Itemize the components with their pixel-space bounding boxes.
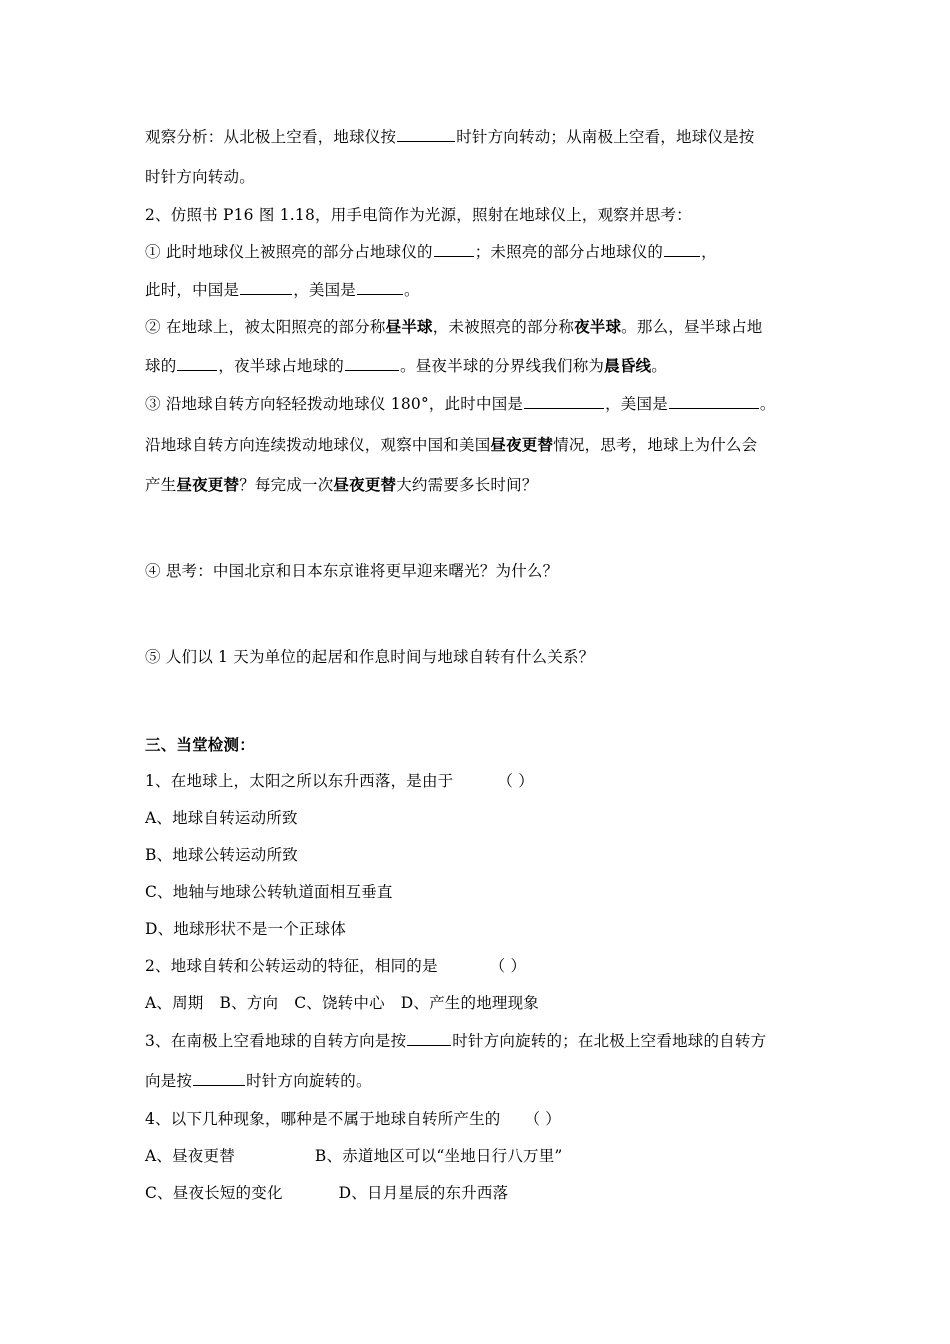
test-q2-option-a: A、周期 — [145, 994, 204, 1012]
answer-blank[interactable] — [664, 242, 700, 257]
q2-sub3b-text-b: 情况，思考，地球上为什么会 — [553, 436, 758, 454]
term-night-hemisphere: 夜半球 — [574, 317, 622, 336]
test-q2-options — [145, 993, 539, 1013]
answer-blank[interactable] — [434, 242, 474, 257]
q2-sub1b-text-b: ，美国是 — [293, 281, 357, 299]
q2-sub3c-text-c: 大约需要多长时间？ — [396, 476, 538, 494]
test-q1-option-a: A、地球自转运动所致 — [145, 809, 298, 827]
answer-blank[interactable] — [407, 1031, 451, 1046]
answer-paren[interactable]: （ ） — [524, 1110, 561, 1128]
answer-blank[interactable] — [397, 127, 455, 142]
q2-sub1-line2 — [145, 280, 420, 300]
test-q2 — [145, 956, 526, 976]
q2-sub4: ④ 思考：中国北京和日本东京谁将更早迎来曙光？为什么？ — [145, 562, 559, 580]
q2-sub3-line2 — [145, 435, 757, 455]
q2-sub3-text-a: ③ 沿地球自转方向轻轻拨动地球仪 180°，此时中国是 — [145, 395, 524, 413]
q2-sub1-line1 — [145, 242, 717, 262]
test-q2-option-b: B、方向 — [219, 994, 279, 1012]
q2-sub2b-text-a: 球的 — [145, 357, 177, 375]
test-q1-text: 1、在地球上，太阳之所以东升西落，是由于 — [145, 772, 454, 790]
test-q2-option-d: D、产生的地理现象 — [400, 994, 539, 1012]
q2-sub1-text-b: ；未照亮的部分占地球仪的 — [474, 243, 664, 261]
answer-blank[interactable] — [193, 1071, 245, 1086]
test-q4-option-d: D、日月星辰的东升西落 — [338, 1184, 509, 1202]
q2-sub3-text-c: 。 — [759, 395, 776, 413]
test-q3-line1 — [145, 1031, 766, 1051]
q2-sub2-text-c: ，未被照亮的部分称 — [432, 318, 575, 336]
q2-sub2b-text-d: 。 — [651, 357, 667, 375]
test-q1-option-c: C、地轴与地球公转轨道面相互垂直 — [145, 883, 393, 901]
test-q1-option-d: D、地球形状不是一个正球体 — [145, 920, 347, 938]
q2-sub1b-text-c: 。 — [404, 281, 420, 299]
test-q4-option-c: C、昼夜长短的变化 — [145, 1184, 283, 1202]
test-q1-option-b: B、地球公转运动所致 — [145, 846, 298, 864]
answer-paren[interactable]: （ ） — [489, 957, 527, 975]
q2-sub2-text-a: ② 在地球上，被太阳照亮的部分称 — [145, 318, 386, 336]
q2-sub2b-text-b: ，夜半球占地球的 — [218, 357, 345, 375]
test-q3-line2 — [145, 1071, 372, 1091]
test-q3-text-b: 时针方向旋转的；在北极上空看地球的自转方 — [452, 1032, 767, 1050]
q2-sub1-text-c: ， — [701, 243, 717, 261]
answer-blank[interactable] — [357, 280, 403, 295]
observe-text-a: 观察分析：从北极上空看，地球仪按 — [145, 128, 397, 146]
q2-sub2-line2 — [145, 356, 667, 376]
term-terminator: 晨昏线 — [604, 356, 652, 375]
q2-sub3c-text-b: ？每完成一次 — [239, 476, 334, 494]
answer-blank[interactable] — [669, 394, 759, 409]
test-q3b-text-b: 时针方向旋转的。 — [246, 1072, 372, 1090]
q2-sub3b-text-a: 沿地球自转方向连续拨动地球仪，观察中国和美国 — [145, 436, 491, 454]
answer-blank[interactable] — [177, 356, 217, 371]
observe-line-2: 时针方向转动。 — [145, 168, 255, 186]
q2-sub3-line3 — [145, 475, 538, 495]
test-q2-option-c: C、饶转中心 — [294, 994, 385, 1012]
answer-paren[interactable]: （ ） — [497, 772, 534, 790]
term-day-hemisphere: 昼半球 — [385, 317, 433, 336]
q2-sub2-text-d: 。那么，昼半球占地 — [621, 318, 763, 336]
q2-intro: 2、仿照书 P16 图 1.18，用手电筒作为光源，照射在地球仪上，观察并思考： — [145, 206, 692, 224]
test-q4 — [145, 1109, 561, 1129]
q2-sub2b-text-c: 。昼夜半球的分界线我们称为 — [400, 357, 605, 375]
test-q3-text-a: 3、在南极上空看地球的自转方向是按 — [145, 1032, 407, 1050]
q2-sub3-line1 — [145, 394, 776, 414]
test-q4-text: 4、以下几种现象，哪种是不属于地球自转所产生的 — [145, 1110, 501, 1128]
section-heading: 三、当堂检测： — [145, 735, 255, 754]
observe-line-1 — [145, 127, 755, 147]
test-q2-text: 2、地球自转和公转运动的特征，相同的是 — [145, 957, 438, 975]
term-day-night-alternation: 昼夜更替 — [490, 435, 554, 454]
test-q4-options-row2 — [145, 1183, 508, 1203]
test-q1 — [145, 771, 534, 791]
q2-sub3c-text-a: 产生 — [145, 476, 177, 494]
q2-sub1b-text-a: 此时，中国是 — [145, 281, 240, 299]
term-day-night-alternation: 昼夜更替 — [333, 475, 397, 494]
test-q4-option-a: A、昼夜更替 — [145, 1147, 235, 1165]
test-q3b-text-a: 向是按 — [145, 1072, 193, 1090]
observe-text-b: 时针方向转动；从南极上空看，地球仪是按 — [456, 128, 755, 146]
q2-sub1-text-a: ① 此时地球仪上被照亮的部分占地球仪的 — [145, 243, 433, 261]
q2-sub2-line1 — [145, 317, 762, 337]
q2-sub3-text-b: ，美国是 — [605, 395, 668, 413]
test-q4-option-b: B、赤道地区可以“坐地日行八万里” — [314, 1147, 563, 1165]
answer-blank[interactable] — [240, 280, 292, 295]
term-day-night-alternation: 昼夜更替 — [176, 475, 240, 494]
test-q4-options-row1 — [145, 1146, 563, 1166]
answer-blank[interactable] — [524, 394, 604, 409]
answer-blank[interactable] — [345, 356, 399, 371]
q2-sub5: ⑤ 人们以 1 天为单位的起居和作息时间与地球自转有什么关系？ — [145, 648, 595, 666]
